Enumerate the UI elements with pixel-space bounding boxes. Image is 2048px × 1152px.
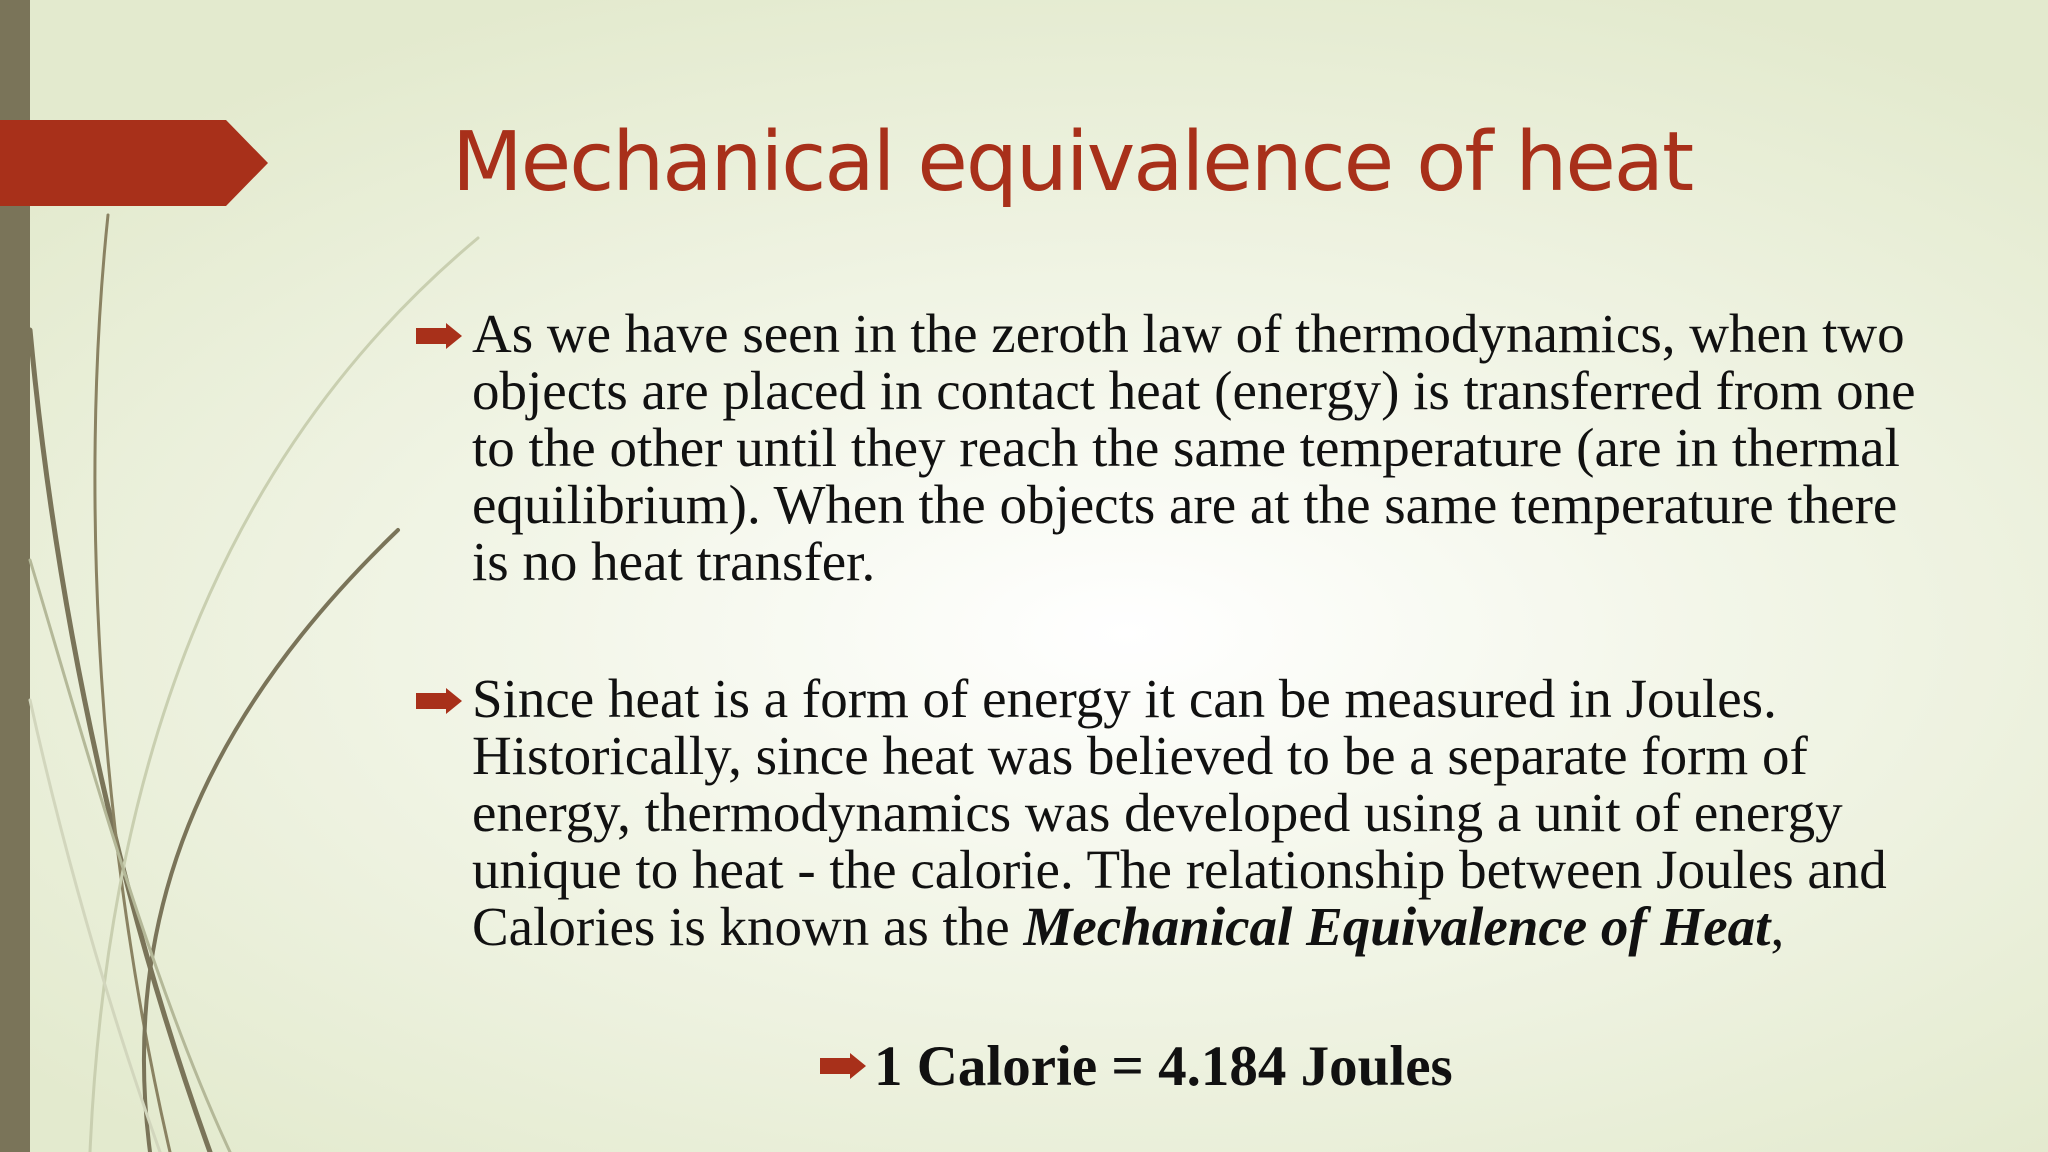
title-accent-flag (0, 120, 268, 206)
bullet-zeroth-law (416, 305, 1916, 590)
slide-title: Mechanical equivalence of heat (452, 115, 1693, 210)
bullet-text-main: Since heat is a form of energy it can be measured in Joules. Historically, since heat was believed to be a separate form of energy, thermodynamics was developed using a unit of energy unique to heat - the calorie. The relationship between Joules and Calories is known as the (472, 668, 1887, 957)
arrow-bullet-icon (416, 323, 462, 349)
formula-line (820, 1034, 1453, 1099)
arrow-bullet-icon (416, 688, 462, 714)
formula-text: 1 Calorie = 4.184 Joules (874, 1035, 1453, 1098)
bullet-heat-energy (416, 670, 1916, 955)
bullet-text: As we have seen in the zeroth law of thermodynamics, when two objects are placed in contact heat (energy) is transferred from one to the other until they reach the same temperature (are in thermal equilibrium). When the objects are at the same temperature there is no heat transfer. (472, 303, 1916, 592)
bullet-text-end: , (1770, 896, 1785, 957)
arrow-bullet-icon (820, 1053, 866, 1079)
bullet-text (416, 670, 1916, 955)
emphasis-term: Mechanical Equivalence of Heat (1023, 896, 1771, 957)
